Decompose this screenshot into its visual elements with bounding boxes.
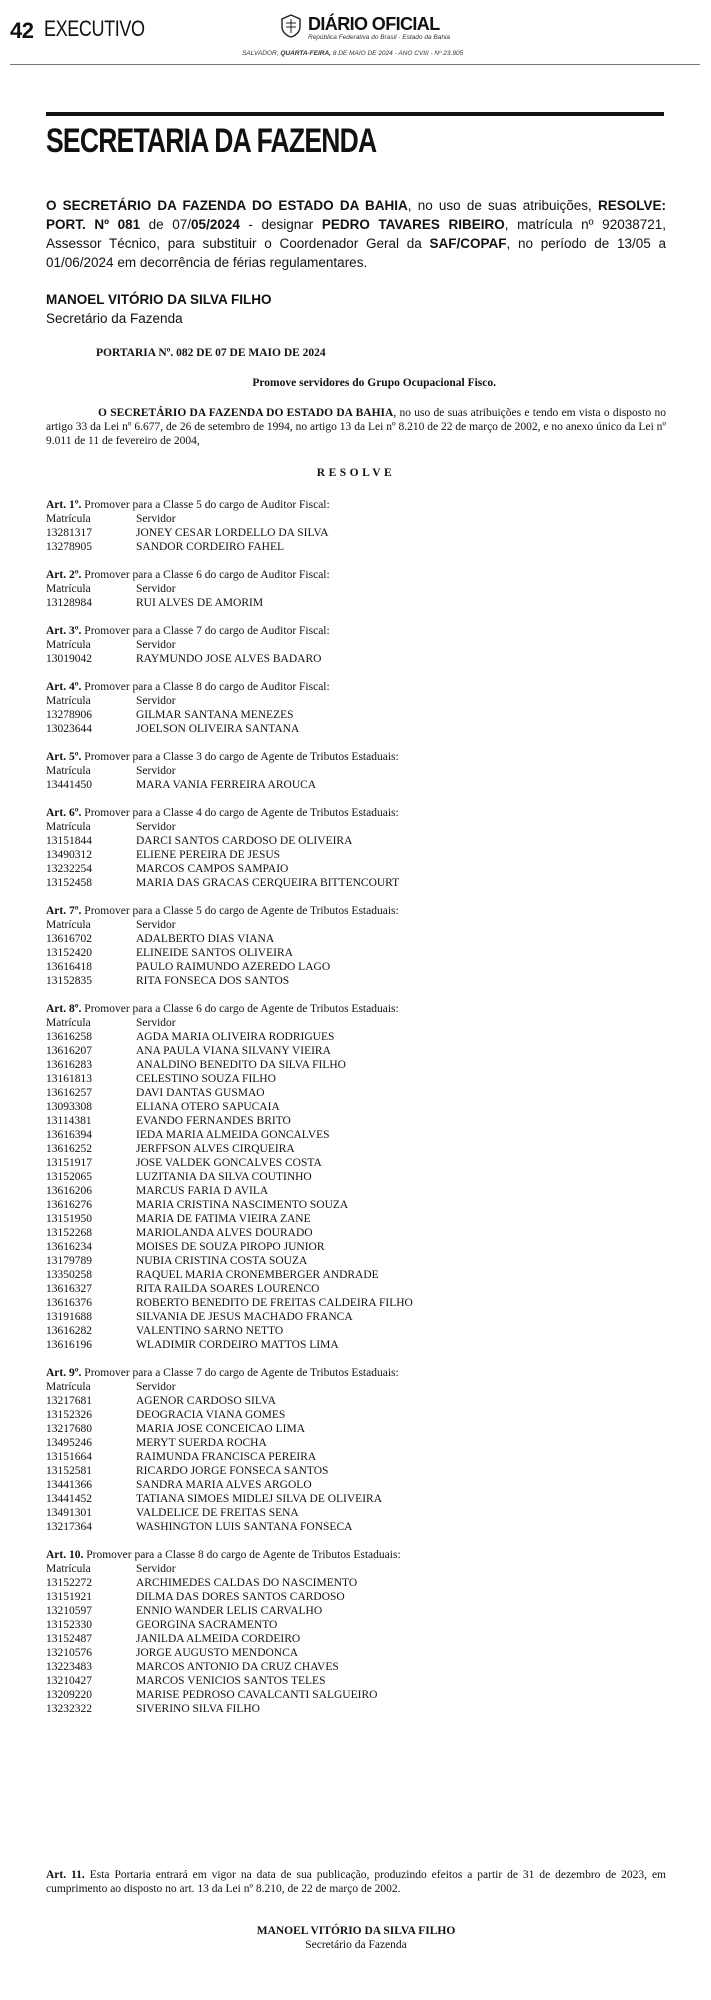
matricula-cell: 13209220 — [46, 1689, 92, 1701]
p082-intro-text: , no uso de suas atribuições e tendo em vista o disposto no artigo 33 da Lei nº 6.677, de 26 de setembro de 1994, no artigo 13 da Lei nº 8.210 de 22 de março de 2002, e no anexo único da Lei nº 9.011 de 11 de fevereiro de 2004, — [46, 407, 666, 447]
matricula-cell: 13151950 — [46, 1213, 92, 1225]
matricula-cell: 13210427 — [46, 1675, 92, 1687]
table-row — [46, 862, 666, 876]
article-text: Promover para a Classe 7 do cargo de Auditor Fiscal: — [81, 625, 330, 637]
matricula-cell: 13616327 — [46, 1283, 92, 1295]
table-row — [46, 596, 666, 610]
article-label: Art. 3º. — [46, 625, 82, 637]
table-row — [46, 1100, 666, 1114]
article-label: Art. 2º. — [46, 569, 82, 581]
table-row — [46, 1394, 666, 1408]
column-header-matricula: Matrícula — [46, 1017, 91, 1029]
servidor-cell: ARCHIMEDES CALDAS DO NASCIMENTO — [136, 1577, 358, 1589]
column-header-servidor: Servidor — [136, 695, 176, 707]
final-article-label: Art. 11. — [46, 1869, 85, 1881]
servidor-cell: VALDELICE DE FREITAS SENA — [136, 1507, 299, 1519]
p081-authority: O SECRETÁRIO DA FAZENDA DO ESTADO DA BAHIA — [46, 198, 408, 213]
article-label: Art. 10. — [46, 1549, 84, 1561]
matricula-cell: 13152272 — [46, 1577, 92, 1589]
servidor-cell: CELESTINO SOUZA FILHO — [136, 1073, 276, 1085]
resolve-heading: RESOLVE — [316, 467, 396, 479]
article-heading — [46, 806, 666, 820]
table-row — [46, 1156, 666, 1170]
column-header-matricula: Matrícula — [46, 695, 91, 707]
table-row — [46, 1702, 666, 1716]
column-header-servidor: Servidor — [136, 1381, 176, 1393]
column-header-row — [46, 820, 666, 834]
matricula-cell: 13616394 — [46, 1129, 92, 1141]
final-article — [46, 1868, 666, 1896]
servidor-cell: JOELSON OLIVEIRA SANTANA — [136, 723, 300, 735]
p081-text-c: - designar — [239, 217, 322, 232]
matricula-cell: 13232322 — [46, 1703, 92, 1715]
p081-resolve: RESOLVE: PORT. Nº 081 — [46, 198, 666, 232]
page-number: 42 — [10, 18, 34, 43]
dateline-weekday: QUARTA-FEIRA, — [280, 50, 331, 57]
table-row — [46, 1072, 666, 1086]
table-row — [46, 1618, 666, 1632]
article-block — [46, 498, 666, 554]
servidor-cell: RICARDO JORGE FONSECA SANTOS — [136, 1465, 329, 1477]
p081-text-a: , no uso de suas atribuições, — [407, 198, 598, 213]
matricula-cell: 13616283 — [46, 1059, 92, 1071]
p081-text-b: de 07/ — [140, 217, 192, 232]
column-header-row — [46, 1562, 666, 1576]
column-header-row — [46, 512, 666, 526]
servidor-cell: ELIENE PEREIRA DE JESUS — [136, 849, 281, 861]
table-row — [46, 1492, 666, 1506]
servidor-cell: MARCUS FARIA D AVILA — [136, 1185, 269, 1197]
table-row — [46, 526, 666, 540]
table-row — [46, 1268, 666, 1282]
servidor-cell: ANA PAULA VIANA SILVANY VIEIRA — [136, 1045, 331, 1057]
matricula-cell: 13217680 — [46, 1423, 92, 1435]
servidor-cell: MARCOS VENICIOS SANTOS TELES — [136, 1675, 326, 1687]
matricula-cell: 13217681 — [46, 1395, 92, 1407]
servidor-cell: MERYT SUERDA ROCHA — [136, 1437, 267, 1449]
article-label: Art. 4º. — [46, 681, 82, 693]
article-label: Art. 5º. — [46, 751, 82, 763]
article-heading — [46, 1548, 666, 1562]
table-row — [46, 1240, 666, 1254]
matricula-cell: 13223483 — [46, 1661, 92, 1673]
matricula-cell: 13616376 — [46, 1297, 92, 1309]
header-divider — [10, 64, 700, 65]
servidor-cell: WASHINGTON LUIS SANTANA FONSECA — [136, 1521, 353, 1533]
article-heading — [46, 498, 666, 512]
table-row — [46, 1436, 666, 1450]
column-header-row — [46, 1016, 666, 1030]
servidor-cell: ROBERTO BENEDITO DE FREITAS CALDEIRA FILHO — [136, 1297, 413, 1309]
servidor-cell: RITA FONSECA DOS SANTOS — [136, 975, 290, 987]
table-row — [46, 1128, 666, 1142]
column-header-row — [46, 918, 666, 932]
article-label: Art. 9º. — [46, 1367, 82, 1379]
table-row — [46, 1688, 666, 1702]
table-row — [46, 1030, 666, 1044]
servidor-cell: ELIANA OTERO SAPUCAIA — [136, 1101, 280, 1113]
article-heading — [46, 624, 666, 638]
servidor-cell: MOISES DE SOUZA PIROPO JUNIOR — [136, 1241, 325, 1253]
portaria-082-ementa: Promove servidores do Grupo Ocupacional Fisco. — [252, 377, 496, 389]
matricula-cell: 13217364 — [46, 1521, 92, 1533]
matricula-cell: 13441452 — [46, 1493, 92, 1505]
table-row — [46, 1674, 666, 1688]
table-row — [46, 1408, 666, 1422]
dateline — [242, 50, 463, 57]
table-row — [46, 946, 666, 960]
article-label: Art. 6º. — [46, 807, 82, 819]
matricula-cell: 13023644 — [46, 723, 92, 735]
table-row — [46, 1254, 666, 1268]
article-block — [46, 1002, 666, 1352]
matricula-cell: 13152420 — [46, 947, 92, 959]
column-header-matricula: Matrícula — [46, 821, 91, 833]
servidor-cell: AGDA MARIA OLIVEIRA RODRIGUES — [136, 1031, 335, 1043]
article-block — [46, 904, 666, 988]
matricula-cell: 13281317 — [46, 527, 92, 539]
page-header — [10, 14, 700, 60]
matricula-cell: 13616252 — [46, 1143, 92, 1155]
table-row — [46, 1464, 666, 1478]
portaria-081-text — [46, 196, 666, 272]
article-block — [46, 624, 666, 666]
article-block — [46, 806, 666, 890]
matricula-cell: 13152458 — [46, 877, 92, 889]
matricula-cell: 13278905 — [46, 541, 92, 553]
article-label: Art. 7º. — [46, 905, 82, 917]
p081-text-e: , no período de 13/05 a 01/06/2024 em decorrência de férias regulamentares. — [46, 236, 666, 270]
column-header-row — [46, 638, 666, 652]
section-divider — [46, 112, 664, 116]
matricula-cell: 13350258 — [46, 1269, 92, 1281]
matricula-cell: 13210576 — [46, 1647, 92, 1659]
article-heading — [46, 680, 666, 694]
table-row — [46, 1324, 666, 1338]
table-row — [46, 1520, 666, 1534]
signatory-role: Secretário da Fazenda — [46, 311, 183, 326]
matricula-cell: 13152581 — [46, 1465, 92, 1477]
table-row — [46, 1646, 666, 1660]
article-text: Promover para a Classe 8 do cargo de Agente de Tributos Estaduais: — [83, 1549, 401, 1561]
dateline-city: SALVADOR, — [242, 50, 279, 57]
servidor-cell: MARCOS ANTONIO DA CRUZ CHAVES — [136, 1661, 339, 1673]
matricula-cell: 13616702 — [46, 933, 92, 945]
article-text: Promover para a Classe 5 do cargo de Auditor Fiscal: — [81, 499, 330, 511]
matricula-cell: 13232254 — [46, 863, 92, 875]
article-block — [46, 1548, 666, 1716]
article-block — [46, 680, 666, 736]
table-row — [46, 1450, 666, 1464]
servidor-cell: MARIA DAS GRACAS CERQUEIRA BITTENCOURT — [136, 877, 400, 889]
table-row — [46, 1296, 666, 1310]
signatory-role: Secretário da Fazenda — [305, 1939, 407, 1951]
servidor-cell: SILVANIA DE JESUS MACHADO FRANCA — [136, 1311, 353, 1323]
table-row — [46, 652, 666, 666]
portaria-082-signature — [46, 1924, 666, 1952]
servidor-cell: RUI ALVES DE AMORIM — [136, 597, 264, 609]
table-row — [46, 1338, 666, 1352]
matricula-cell: 13616207 — [46, 1045, 92, 1057]
servidor-cell: MARIA CRISTINA NASCIMENTO SOUZA — [136, 1199, 349, 1211]
servidor-cell: MARISE PEDROSO CAVALCANTI SALGUEIRO — [136, 1689, 378, 1701]
table-row — [46, 876, 666, 890]
column-header-servidor: Servidor — [136, 513, 176, 525]
column-header-row — [46, 764, 666, 778]
matricula-cell: 13616196 — [46, 1339, 92, 1351]
servidor-cell: JANILDA ALMEIDA CORDEIRO — [136, 1633, 301, 1645]
matricula-cell: 13152326 — [46, 1409, 92, 1421]
servidor-cell: ELINEIDE SANTOS OLIVEIRA — [136, 947, 293, 959]
article-text: Promover para a Classe 4 do cargo de Agente de Tributos Estaduais: — [81, 807, 399, 819]
table-row — [46, 1632, 666, 1646]
table-row — [46, 1590, 666, 1604]
matricula-cell: 13490312 — [46, 849, 92, 861]
servidor-cell: VALENTINO SARNO NETTO — [136, 1325, 284, 1337]
table-row — [46, 1422, 666, 1436]
servidor-cell: TATIANA SIMOES MIDLEJ SILVA DE OLIVEIRA — [136, 1493, 383, 1505]
column-header-servidor: Servidor — [136, 919, 176, 931]
column-header-matricula: Matrícula — [46, 1563, 91, 1575]
matricula-cell: 13616206 — [46, 1185, 92, 1197]
table-row — [46, 1058, 666, 1072]
servidor-cell: RAQUEL MARIA CRONEMBERGER ANDRADE — [136, 1269, 379, 1281]
servidor-cell: PAULO RAIMUNDO AZEREDO LAGO — [136, 961, 331, 973]
matricula-cell: 13152330 — [46, 1619, 92, 1631]
servidor-cell: JOSE VALDEK GONCALVES COSTA — [136, 1157, 322, 1169]
article-block — [46, 568, 666, 610]
table-row — [46, 1604, 666, 1618]
column-header-row — [46, 694, 666, 708]
table-row — [46, 778, 666, 792]
table-row — [46, 1478, 666, 1492]
matricula-cell: 13114381 — [46, 1115, 92, 1127]
article-text: Promover para a Classe 7 do cargo de Agente de Tributos Estaduais: — [81, 1367, 399, 1379]
servidor-cell: DEOGRACIA VIANA GOMES — [136, 1409, 286, 1421]
column-header-matricula: Matrícula — [46, 919, 91, 931]
servidor-cell: SANDOR CORDEIRO FAHEL — [136, 541, 285, 553]
table-row — [46, 1506, 666, 1520]
table-row — [46, 1198, 666, 1212]
servidor-cell: RAIMUNDA FRANCISCA PEREIRA — [136, 1451, 317, 1463]
table-row — [46, 540, 666, 554]
signatory-name: MANOEL VITÓRIO DA SILVA FILHO — [46, 292, 272, 307]
matricula-cell: 13616418 — [46, 961, 92, 973]
bahia-crest-icon — [280, 14, 302, 38]
article-heading — [46, 1002, 666, 1016]
brand-subtitle: República Federativa do Brasil · Estado da Bahia — [308, 34, 450, 41]
matricula-cell: 13210597 — [46, 1605, 92, 1617]
table-row — [46, 1212, 666, 1226]
servidor-cell: MARCOS CAMPOS SAMPAIO — [136, 863, 289, 875]
table-row — [46, 1576, 666, 1590]
servidor-cell: DAVI DANTAS GUSMAO — [136, 1087, 265, 1099]
servidor-cell: RAYMUNDO JOSE ALVES BADARO — [136, 653, 322, 665]
table-row — [46, 1310, 666, 1324]
matricula-cell: 13152268 — [46, 1227, 92, 1239]
article-label: Art. 8º. — [46, 1003, 82, 1015]
matricula-cell: 13128984 — [46, 597, 92, 609]
portaria-081-signature — [46, 290, 272, 328]
matricula-cell: 13093308 — [46, 1101, 92, 1113]
servidor-cell: SIVERINO SILVA FILHO — [136, 1703, 260, 1715]
dateline-rest: 8 DE MAIO DE 2024 - ANO CVIII - Nº 23.905 — [332, 50, 464, 57]
servidor-cell: EVANDO FERNANDES BRITO — [136, 1115, 291, 1127]
p081-text-d: , matrícula nº 92038721, Assessor Técnico, para substituir o Coordenador Geral da — [46, 217, 666, 251]
article-heading — [46, 750, 666, 764]
table-row — [46, 1282, 666, 1296]
table-row — [46, 1142, 666, 1156]
matricula-cell: 13495246 — [46, 1437, 92, 1449]
portaria-082-title: PORTARIA Nº. 082 DE 07 DE MAIO DE 2024 — [96, 347, 326, 359]
servidor-cell: JORGE AUGUSTO MENDONCA — [136, 1647, 299, 1659]
servidor-cell: GEORGINA SACRAMENTO — [136, 1619, 278, 1631]
servidor-cell: NUBIA CRISTINA COSTA SOUZA — [136, 1255, 308, 1267]
table-row — [46, 932, 666, 946]
signatory-name: MANOEL VITÓRIO DA SILVA FILHO — [256, 1925, 456, 1937]
matricula-cell: 13152835 — [46, 975, 92, 987]
servidor-cell: SANDRA MARIA ALVES ARGOLO — [136, 1479, 312, 1491]
brand-title: DIÁRIO OFICIAL — [308, 14, 440, 34]
column-header-row — [46, 1380, 666, 1394]
p081-unit: SAF/COPAF — [429, 236, 507, 251]
p082-authority: O SECRETÁRIO DA FAZENDA DO ESTADO DA BAHIA — [98, 407, 394, 419]
column-header-row — [46, 582, 666, 596]
column-header-matricula: Matrícula — [46, 583, 91, 595]
servidor-cell: GILMAR SANTANA MENEZES — [136, 709, 294, 721]
article-heading — [46, 568, 666, 582]
servidor-cell: MARA VANIA FERREIRA AROUCA — [136, 779, 317, 791]
article-text: Promover para a Classe 6 do cargo de Agente de Tributos Estaduais: — [81, 1003, 399, 1015]
servidor-cell: ADALBERTO DIAS VIANA — [136, 933, 275, 945]
column-header-matricula: Matrícula — [46, 765, 91, 777]
servidor-cell: DILMA DAS DORES SANTOS CARDOSO — [136, 1591, 345, 1603]
table-row — [46, 708, 666, 722]
matricula-cell: 13152065 — [46, 1171, 92, 1183]
matricula-cell: 13161813 — [46, 1073, 92, 1085]
article-heading — [46, 904, 666, 918]
matricula-cell: 13616282 — [46, 1325, 92, 1337]
article-text: Promover para a Classe 6 do cargo de Auditor Fiscal: — [81, 569, 330, 581]
final-article-text: Esta Portaria entrará em vigor na data de sua publicação, produzindo efeitos a partir de 31 de dezembro de 2023, em cumprimento ao disposto no art. 13 da Lei nº 8.210, de 22 de março de 2002. — [46, 1869, 667, 1895]
table-row — [46, 1184, 666, 1198]
article-block — [46, 750, 666, 792]
matricula-cell: 13616258 — [46, 1031, 92, 1043]
p081-designee: PEDRO TAVARES RIBEIRO — [321, 217, 505, 232]
articles-list — [46, 498, 666, 1730]
matricula-cell: 13441450 — [46, 779, 92, 791]
table-row — [46, 848, 666, 862]
article-label: Art. 1º. — [46, 499, 82, 511]
servidor-cell: ENNIO WANDER LELIS CARVALHO — [136, 1605, 323, 1617]
servidor-cell: RITA RAILDA SOARES LOURENCO — [136, 1283, 320, 1295]
table-row — [46, 1170, 666, 1184]
column-header-servidor: Servidor — [136, 583, 176, 595]
section-label: EXECUTIVO — [44, 16, 145, 41]
table-row — [46, 974, 666, 988]
table-row — [46, 722, 666, 736]
column-header-servidor: Servidor — [136, 639, 176, 651]
matricula-cell: 13616257 — [46, 1087, 92, 1099]
article-text: Promover para a Classe 8 do cargo de Auditor Fiscal: — [81, 681, 330, 693]
table-row — [46, 1086, 666, 1100]
table-row — [46, 1226, 666, 1240]
servidor-cell: JERFFSON ALVES CIRQUEIRA — [136, 1143, 295, 1155]
matricula-cell: 13151844 — [46, 835, 92, 847]
servidor-cell: LUZITANIA DA SILVA COUTINHO — [136, 1171, 312, 1183]
servidor-cell: DARCI SANTOS CARDOSO DE OLIVEIRA — [136, 835, 353, 847]
servidor-cell: ANALDINO BENEDITO DA SILVA FILHO — [136, 1059, 346, 1071]
matricula-cell: 13151917 — [46, 1157, 92, 1169]
servidor-cell: IEDA MARIA ALMEIDA GONCALVES — [136, 1129, 330, 1141]
servidor-cell: WLADIMIR CORDEIRO MATTOS LIMA — [136, 1339, 339, 1351]
column-header-matricula: Matrícula — [46, 513, 91, 525]
p081-date: 05/2024 — [191, 217, 240, 232]
portaria-082-intro — [46, 406, 666, 448]
column-header-servidor: Servidor — [136, 1017, 176, 1029]
matricula-cell: 13152487 — [46, 1633, 92, 1645]
matricula-cell: 13491301 — [46, 1507, 92, 1519]
servidor-cell: MARIOLANDA ALVES DOURADO — [136, 1227, 313, 1239]
matricula-cell: 13616276 — [46, 1199, 92, 1211]
section-title: SECRETARIA DA FAZENDA — [46, 122, 377, 160]
matricula-cell: 13441366 — [46, 1479, 92, 1491]
table-row — [46, 1660, 666, 1674]
table-row — [46, 960, 666, 974]
table-row — [46, 1044, 666, 1058]
matricula-cell: 13151664 — [46, 1451, 92, 1463]
column-header-matricula: Matrícula — [46, 639, 91, 651]
column-header-servidor: Servidor — [136, 1563, 176, 1575]
matricula-cell: 13278906 — [46, 709, 92, 721]
article-text: Promover para a Classe 3 do cargo de Agente de Tributos Estaduais: — [81, 751, 399, 763]
matricula-cell: 13019042 — [46, 653, 92, 665]
article-block — [46, 1366, 666, 1534]
servidor-cell: JONEY CESAR LORDELLO DA SILVA — [136, 527, 329, 539]
servidor-cell: MARIA JOSE CONCEICAO LIMA — [136, 1423, 305, 1435]
table-row — [46, 834, 666, 848]
matricula-cell: 13151921 — [46, 1591, 92, 1603]
column-header-servidor: Servidor — [136, 821, 176, 833]
article-text: Promover para a Classe 5 do cargo de Agente de Tributos Estaduais: — [81, 905, 399, 917]
column-header-servidor: Servidor — [136, 765, 176, 777]
matricula-cell: 13616234 — [46, 1241, 92, 1253]
servidor-cell: MARIA DE FATIMA VIEIRA ZANE — [136, 1213, 311, 1225]
table-row — [46, 1114, 666, 1128]
matricula-cell: 13191688 — [46, 1311, 92, 1323]
servidor-cell: AGENOR CARDOSO SILVA — [136, 1395, 276, 1407]
matricula-cell: 13179789 — [46, 1255, 92, 1267]
column-header-matricula: Matrícula — [46, 1381, 91, 1393]
article-heading — [46, 1366, 666, 1380]
